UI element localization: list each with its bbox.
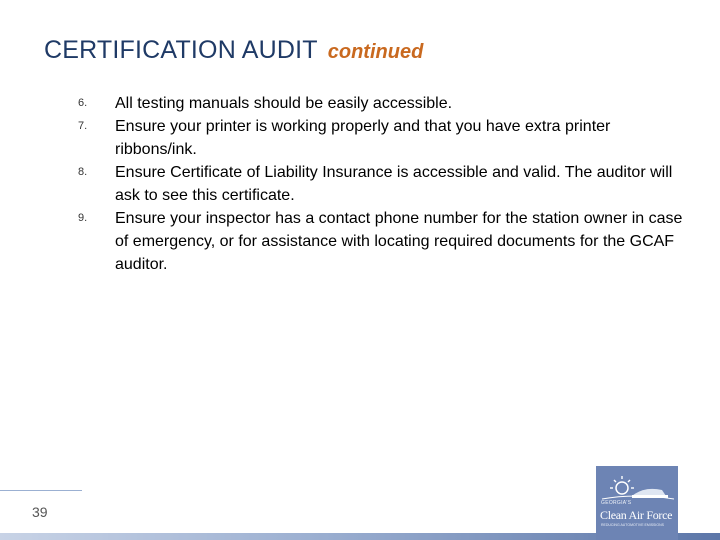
slide-title (44, 36, 423, 65)
item-number: 7. (78, 120, 88, 132)
logo-name: Clean Air Force (600, 508, 673, 522)
item-number: 6. (78, 97, 88, 109)
item-text: Ensure your printer is working properly and that you have extra printer ribbons/ink. (115, 118, 611, 158)
audit-item-list (78, 92, 688, 276)
title-main: CERTIFICATION AUDIT (44, 36, 318, 64)
clean-air-force-logo (596, 466, 678, 540)
page-number: 39 (32, 504, 48, 520)
logo-tagline: REDUCING AUTOMOTIVE EMISSIONS (601, 523, 664, 527)
list-item (78, 161, 688, 207)
list-item (78, 115, 688, 161)
list-item (78, 207, 688, 276)
item-text: Ensure your inspector has a contact phone number for the station owner in case of emergency, or for assistance with locating required documents for the GCAF auditor. (115, 210, 683, 273)
logo-small-text: GEORGIA'S (601, 500, 632, 506)
item-number: 8. (78, 166, 88, 178)
title-continued: continued (327, 41, 424, 63)
item-number: 9. (78, 212, 88, 224)
item-text: All testing manuals should be easily accessible. (115, 95, 453, 112)
item-text: Ensure Certificate of Liability Insurance is accessible and valid. The auditor will ask to see this certificate. (115, 164, 673, 204)
footer-divider (0, 490, 82, 491)
list-item (78, 92, 688, 115)
